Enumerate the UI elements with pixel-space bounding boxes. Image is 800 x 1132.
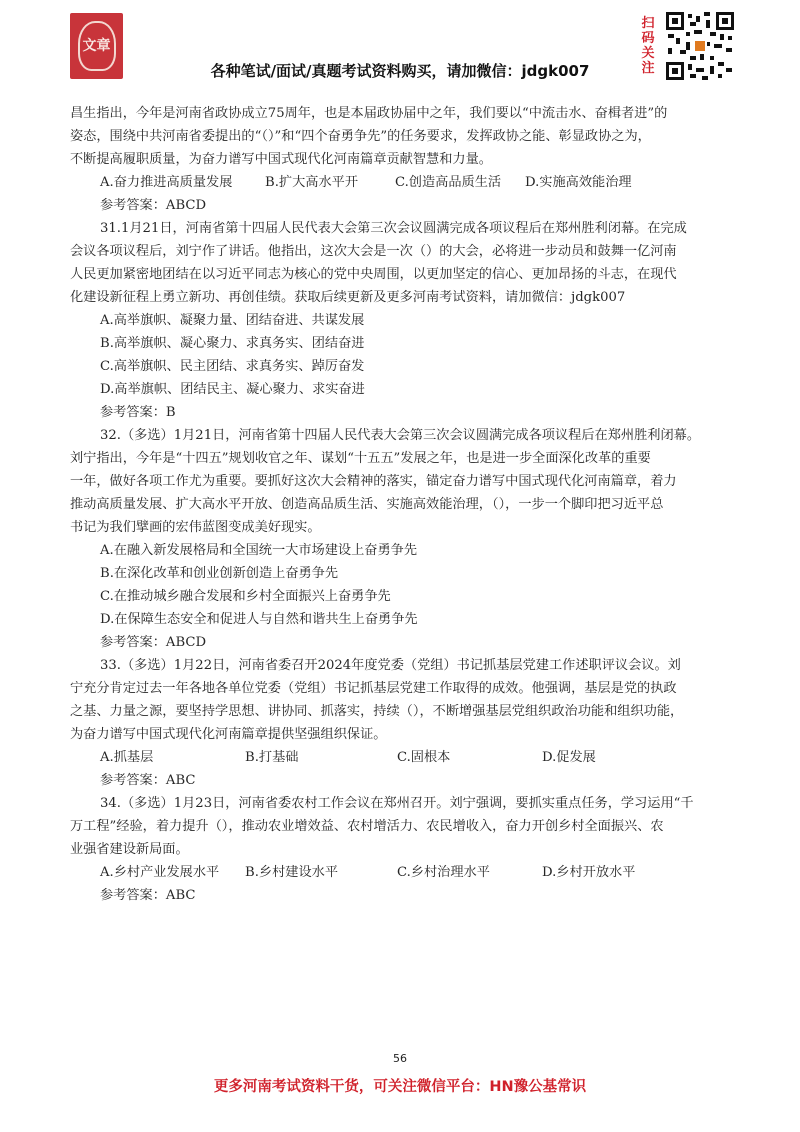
- question-text-line: 33.（多选）1月22日，河南省委召开2024年度党委（党组）书记抓基层党建工作述职评议会议。刘: [100, 658, 681, 673]
- answer-key: 参考答案：ABC: [100, 888, 196, 903]
- option-b: B.扩大高水平开: [265, 175, 359, 190]
- option-d: D.乡村开放水平: [542, 865, 636, 880]
- option-a: A.抓基层: [100, 750, 154, 765]
- answer-key: 参考答案：ABCD: [100, 198, 207, 213]
- option-a: A.在融入新发展格局和全国统一大市场建设上奋勇争先: [100, 543, 418, 558]
- question-text-line: 万工程”经验，着力提升（），推动农业增效益、农村增活力、农民增收入，奋力开创乡村全面振兴、农: [70, 819, 664, 834]
- question-text-line: 会议各项议程后，刘宁作了讲话。他指出，这次大会是一次（）的大会，必将进一步动员和鼓舞一亿河南: [70, 244, 677, 259]
- option-b: B.乡村建设水平: [245, 865, 339, 880]
- option-row: [70, 861, 732, 884]
- question-text-line: 刘宁指出，今年是“十四五”规划收官之年、谋划“十五五”发展之年，也是进一步全面深化改革的重要: [70, 451, 651, 466]
- logo-mark: 文章: [78, 21, 116, 71]
- option-row: [70, 746, 732, 769]
- option-a: A.乡村产业发展水平: [100, 865, 220, 880]
- option-row: [70, 171, 732, 194]
- page-number: 56: [393, 1052, 407, 1065]
- question-text-line: 宁充分肯定过去一年各地各单位党委（党组）书记抓基层党建工作取得的成效。他强调，基层是党的执政: [70, 681, 677, 696]
- option-c: C.乡村治理水平: [397, 865, 490, 880]
- option-a: A.奋力推进高质量发展: [100, 175, 233, 190]
- question-text-line: 昌生指出，今年是河南省政协成立75周年，也是本届政协届中之年，我们要以“中流击水、奋楫者进”的: [70, 106, 668, 121]
- option-d: D.高举旗帜、团结民主、凝心聚力、求实奋进: [100, 382, 365, 397]
- question-text-line: 34.（多选）1月23日，河南省委农村工作会议在郑州召开。刘宁强调，要抓实重点任务，学习运用“千: [100, 796, 694, 811]
- question-text-line: 为奋力谱写中国式现代化河南篇章提供坚强组织保证。: [70, 727, 387, 742]
- question-text-line: 人民更加紧密地团结在以习近平同志为核心的党中央周围，以更加坚定的信心、更加昂扬的斗志，在现代: [70, 267, 677, 282]
- question-text-line: 31.1月21日，河南省第十四届人民代表大会第三次会议圆满完成各项议程后在郑州胜利闭幕。在完成: [100, 221, 687, 236]
- question-text-line: 书记为我们擘画的宏伟蓝图变成美好现实。: [70, 520, 321, 535]
- option-c: C.在推动城乡融合发展和乡村全面振兴上奋勇争先: [100, 589, 391, 604]
- option-d: D.实施高效能治理: [525, 175, 632, 190]
- option-c: C.固根本: [397, 750, 451, 765]
- option-b: B.打基础: [245, 750, 299, 765]
- question-text-line: 推动高质量发展、扩大高水平开放、创造高品质生活、实施高效能治理，（），一步一个脚印把习近平总: [70, 497, 664, 512]
- header-title: 各种笔试/面试/真题考试资料购买，请加微信：jdgk007: [210, 62, 590, 80]
- question-text-line: 姿态，围绕中共河南省委提出的“（）”和“四个奋勇争先”的任务要求，发挥政协之能、彰显政协之为，: [70, 129, 651, 144]
- option-a: A.高举旗帜、凝聚力量、团结奋进、共谋发展: [100, 313, 365, 328]
- option-c: C.高举旗帜、民主团结、求真务实、踔厉奋发: [100, 359, 365, 374]
- question-text-line: 一年，做好各项工作尤为重要。要抓好这次大会精神的落实，锚定奋力谱写中国式现代化河南篇章，着力: [70, 474, 677, 489]
- option-c: C.创造高品质生活: [395, 175, 502, 190]
- option-b: B.在深化改革和创业创新创造上奋勇争先: [100, 566, 339, 581]
- scan-qr-label: 扫码关注: [641, 16, 655, 76]
- document-body: [70, 102, 732, 907]
- question-text-line: 不断提高履职质量，为奋力谱写中国式现代化河南篇章贡献智慧和力量。: [70, 152, 492, 167]
- question-text-line: 化建设新征程上勇立新功、再创佳绩。获取后续更新及更多河南考试资料，请加微信：jdgk007: [70, 290, 626, 305]
- footer-promo: 更多河南考试资料干货，可关注微信平台：HN豫公基常识: [213, 1079, 587, 1095]
- question-text-line: 之基、力量之源，要坚持学思想、讲协同、抓落实，持续（），不断增强基层党组织政治功能和组织功能，: [70, 704, 684, 719]
- option-b: B.高举旗帜、凝心聚力、求真务实、团结奋进: [100, 336, 365, 351]
- answer-key: 参考答案：ABC: [100, 773, 196, 788]
- answer-key: 参考答案：ABCD: [100, 635, 207, 650]
- question-text-line: 32.（多选）1月21日，河南省第十四届人民代表大会第三次会议圆满完成各项议程后在郑州胜利闭幕。: [100, 428, 701, 443]
- option-d: D.促发展: [542, 750, 596, 765]
- answer-key: 参考答案：B: [100, 405, 176, 420]
- question-text-line: 业强省建设新局面。: [70, 842, 189, 857]
- option-d: D.在保障生态安全和促进人与自然和谐共生上奋勇争先: [100, 612, 418, 627]
